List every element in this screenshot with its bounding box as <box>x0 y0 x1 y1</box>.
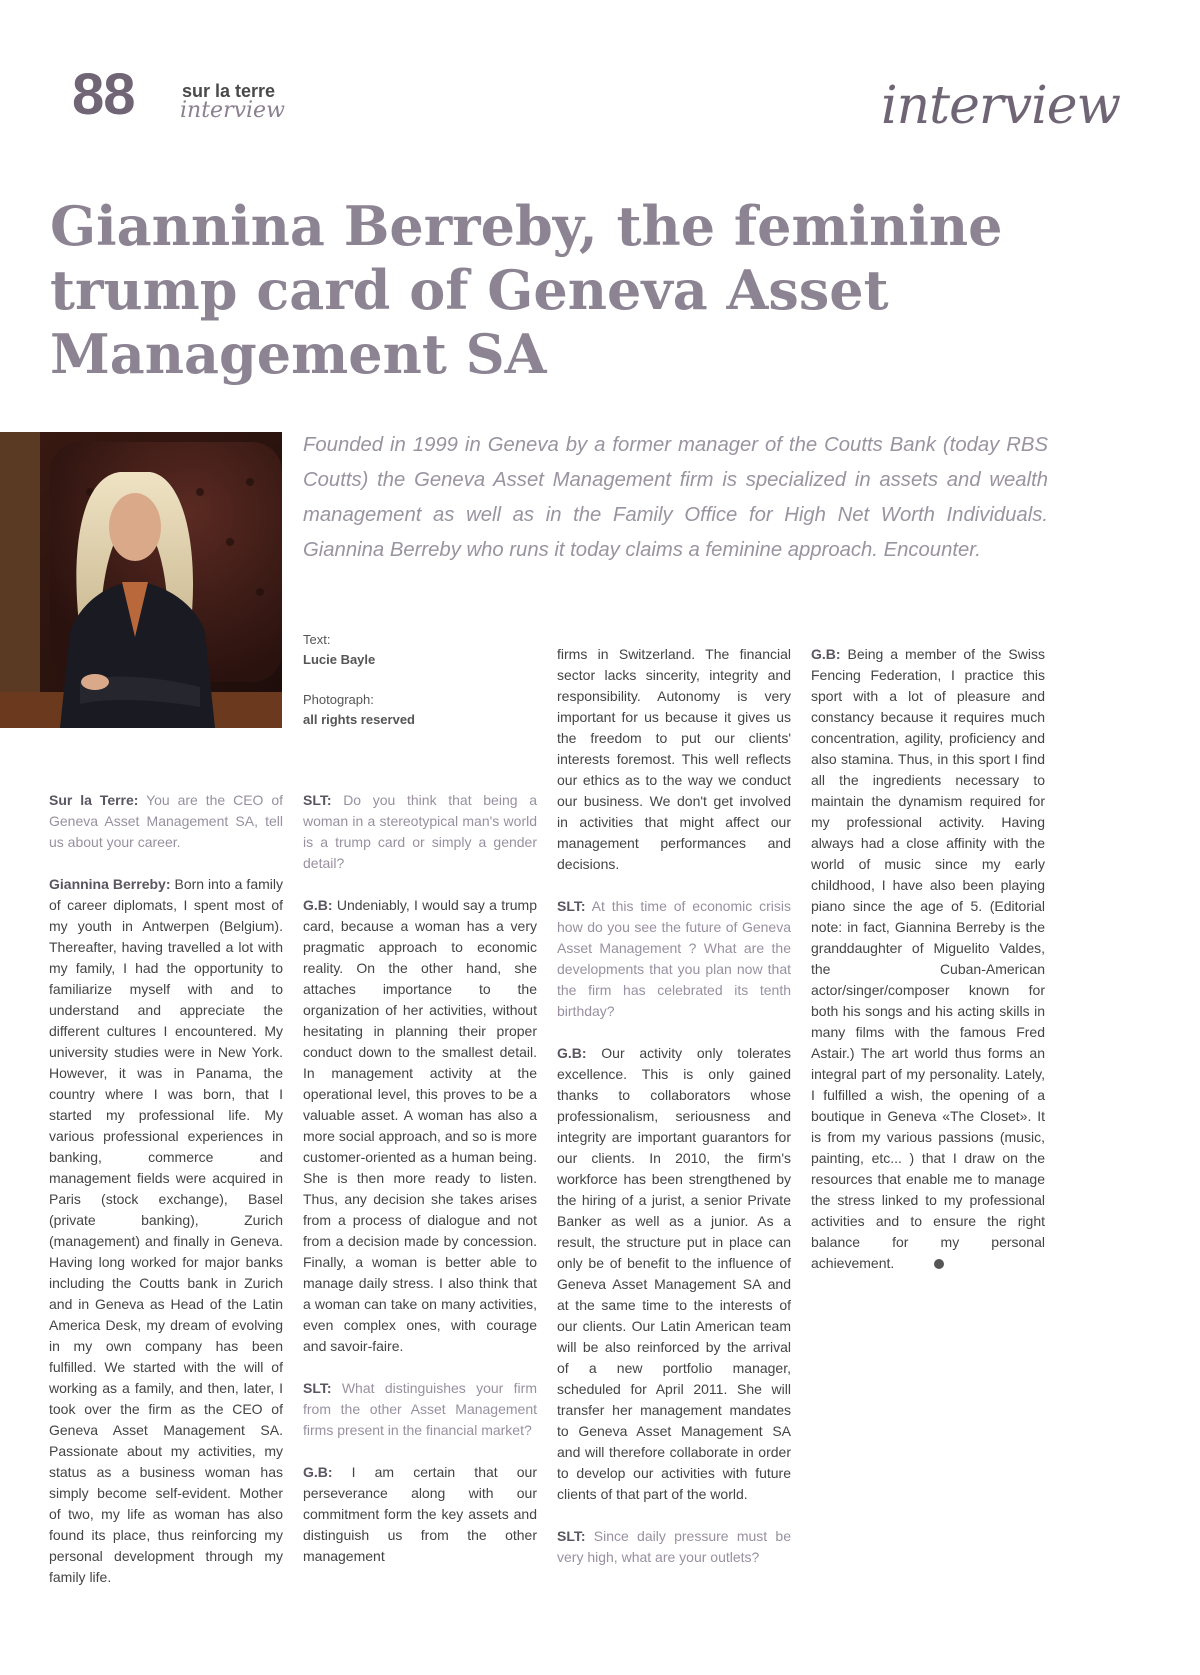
photo-credit: all rights reserved <box>303 712 415 727</box>
speaker-label: Sur la Terre: <box>49 792 139 808</box>
end-of-article-mark <box>934 1259 944 1269</box>
photo-credit-label: Photograph: <box>303 692 374 707</box>
article-title: Giannina Berreby, the feminine trump card of Geneva Asset Management SA <box>50 194 1003 386</box>
speaker-label: G.B: <box>557 1045 587 1061</box>
answer-2: G.B: Undeniably, I would say a trump card, because a woman has a very pragmatic approach to economic reality. On the other hand, she attaches importance to the organization of her activities, without hesitating in planning their proper conduct down to the smallest detail. In management activity at the operational level, this proves to be a valuable asset. A woman has also a more social approach, and so is more customer-oriented as a human being. She is then more ready to listen. Thus, any decision she takes arises from a process of dialogue and not from a decision made by concession. Finally, a woman is better able to manage daily stress. I also think that a woman can take on many activities, even complex ones, with courage and savoir-faire. <box>303 897 537 1354</box>
answer-4: G.B: Our activity only tolerates excellence. This is only gained thanks to collaborators whose professionalism, seriousness and integrity are important guarantors for our clients. In 2010, the firm's workforce has been strengthened by the hiring of a jurist, a senior Private Banker as well as a junior. As a result, the structure put in place can only be of benefit to the influence of Geneva Asset Management SA and at the same time to the interests of our clients. Our Latin American team will be also reinforced by the arrival of a new portfolio manager, scheduled for April 2011. She will transfer her management mandates to Geneva Asset Management SA and will therefore collaborate in order to develop our activities with future clients of that part of the world. <box>557 1045 791 1502</box>
speaker-label: SLT: <box>557 1528 586 1544</box>
magazine-name: sur la terre <box>182 81 276 101</box>
speaker-label: G.B: <box>811 646 841 662</box>
speaker-label: SLT: <box>303 1380 332 1396</box>
page-number: 88 <box>72 62 135 127</box>
column-1 <box>49 790 283 1609</box>
section-heading: interview <box>881 76 1120 136</box>
speaker-label: G.B: <box>303 1464 333 1480</box>
answer-5: G.B: Being a member of the Swiss Fencing Federation, I practice this sport with a lot of pleasure and constancy because it requires much concentration, agility, proficiency and also stamina. Thus, in this sport I find all the ingredients necessary to maintain the dynamism required for my professional activity. Having always had a close affinity with the world of music since my early childhood, I have also been playing piano since the age of 5. (Editorial note: in fact, Giannina Berreby is the granddaughter of Miguelito Valdes, the Cuban-American actor/singer/composer known for both his songs and his acting skills in many films with the famous Fred Astair.) The art world thus forms an integral part of my personality. Lately, I fulfilled a wish, the opening of a boutique in Geneva «The Closet». It is from my various passions (music, painting, etc... ) that I draw on the resources that enable me to manage the stress linked to my professional activities and to ensure the right balance for my personal achievement. <box>811 646 1045 1271</box>
question-2: SLT: Do you think that being a woman in a stereotypical man's world is a trump card or simply a gender detail? <box>303 792 537 871</box>
speaker-label: G.B: <box>303 897 333 913</box>
answer-3-continued: firms in Switzerland. The financial sector lacks sincerity, integrity and responsibility. Autonomy is very important for us because it gives us the freedom to put our clients' interests foremost. This well reflects our ethics as to the way we conduct our business. We don't get involved in activities that might affect our management performances and decisions. <box>557 646 791 872</box>
answer-1: Giannina Berreby: Born into a family of career diplomats, I spent most of my youth in Antwerpen (Belgium). Thereafter, having travelled a lot with my family, I had the opportunity to familiarize myself with and to understand and appreciate the different cultures I encountered. My university studies were in New York. However, it was in Panama, the country where I was born, that I started my professional life. My various professional experiences in banking, commerce and management fields were acquired in Paris (stock exchange), Basel (private banking), Zurich (management) and finally in Geneva. Having long worked for major banks including the Coutts bank in Zurich and in Geneva as Head of the Latin America Desk, my dream of evolving in my own company has been fulfilled. We started with the will of working as a family, and then, later, I took over the firm as the CEO of Geneva Asset Management SA. Passionate about my activities, my status as a business woman has simply become self-evident. Mother of two, my life as woman has also found its place, thus reinforcing my personal development through my family life. <box>49 876 283 1585</box>
question-5: SLT: Since daily pressure must be very high, what are your outlets? <box>557 1528 791 1565</box>
speaker-label: Giannina Berreby: <box>49 876 171 892</box>
column-3 <box>557 644 791 1589</box>
author-name: Lucie Bayle <box>303 652 376 667</box>
lead-paragraph: Founded in 1999 in Geneva by a former manager of the Coutts Bank (today RBS Coutts) the Geneva Asset Management firm is specialized in assets and wealth management as well as in the Family Office for High Net Worth Individuals. Giannina Berreby who runs it today claims a feminine approach. Encounter. <box>303 434 1048 561</box>
text-credit-label: Text: <box>303 632 331 647</box>
column-2 <box>303 790 537 1588</box>
credits-block <box>303 630 533 730</box>
question-1: Sur la Terre: You are the CEO of Geneva Asset Management SA, tell us about your career. <box>49 792 284 850</box>
speaker-label: SLT: <box>303 792 332 808</box>
magazine-section: interview <box>180 98 285 123</box>
speaker-label: SLT: <box>557 898 586 914</box>
portrait-photo <box>0 432 282 728</box>
answer-3-start: G.B: I am certain that our perseverance along with our commitment form the key assets and distinguish us from the other management <box>303 1464 537 1564</box>
question-3: SLT: What distinguishes your firm from the other Asset Management firms present in the financial market? <box>303 1380 537 1438</box>
question-4: SLT: At this time of economic crisis how do you see the future of Geneva Asset Management ? What are the developments that you plan now that the firm has celebrated its tenth birthday? <box>557 898 791 1019</box>
column-4 <box>811 644 1045 1295</box>
